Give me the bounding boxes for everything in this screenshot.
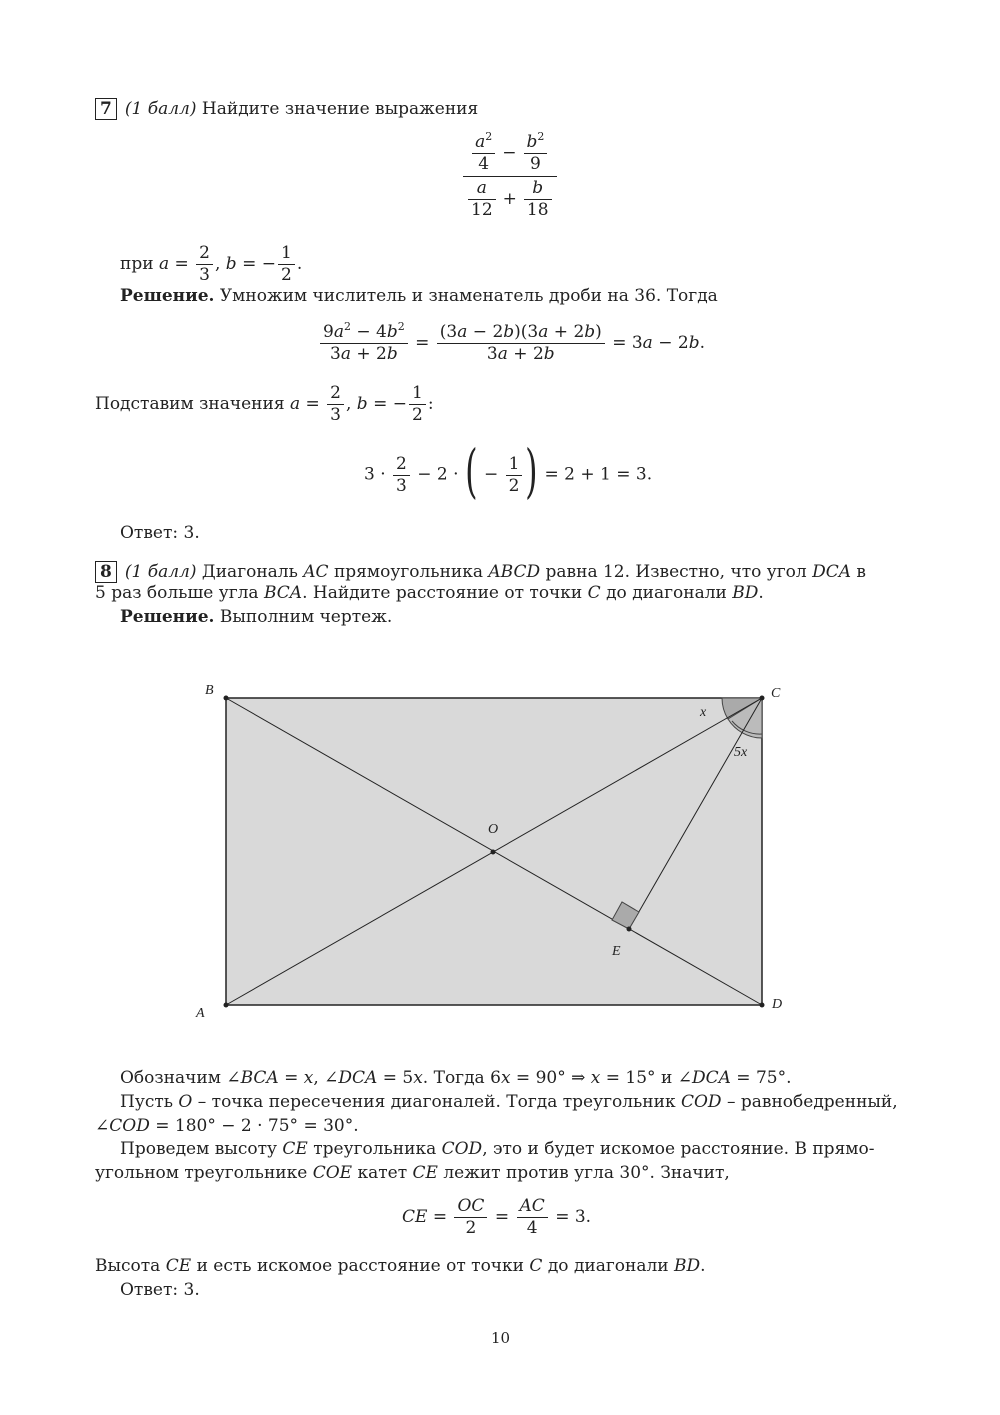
problem-number: 7 bbox=[95, 98, 117, 120]
pri-word: при bbox=[120, 254, 154, 274]
substitute-text: Подставим значения bbox=[95, 394, 285, 414]
solution-label: Решение. bbox=[120, 607, 215, 627]
label-x: x bbox=[700, 705, 707, 720]
label-e: E bbox=[612, 944, 621, 959]
expression-7: $\frac{a^2}{4}$ − $\frac{b^2}{9}$ $\frac{a}{12}$ + $\frac{b}{18}$ bbox=[463, 134, 557, 219]
label-c: C bbox=[771, 686, 781, 701]
solution-8-line-2: Пусть O – точка пересечения диагоналей. Тогда треугольник COD – равнобедренный, bbox=[120, 1092, 898, 1112]
page-number: 10 bbox=[491, 1329, 511, 1347]
label-b: B bbox=[205, 683, 214, 698]
solution-8-conclusion: Высота CE и есть искомое расстояние от точки C до диагонали BD. bbox=[95, 1256, 706, 1276]
problem-8-line-1: 8 (1 балл) Диагональ AC прямоугольника ABCD равна 12. Известно, что угол DCA в bbox=[95, 561, 866, 583]
answer-7: Ответ: 3. bbox=[120, 523, 200, 543]
label-a: A bbox=[196, 1006, 205, 1021]
problem-points: (1 балл) bbox=[124, 562, 197, 582]
equation-7-2: 3 · $\frac{2}{3}$ − 2 · ( − $\frac{1}{2}$ ) = 2 + 1 = 3. bbox=[364, 437, 653, 505]
problem-statement: Найдите значение выражения bbox=[201, 99, 479, 119]
label-o: O bbox=[488, 822, 499, 837]
solution-label: Решение. bbox=[120, 286, 215, 306]
label-d: D bbox=[772, 997, 783, 1012]
problem-7-values: при a = $\frac{2}{3}$ , b = − $\frac{1}{2}$ . bbox=[120, 243, 303, 285]
solution-8-line-5: угольном треугольнике COE катет CE лежит против угла 30°. Значит, bbox=[95, 1163, 730, 1183]
problem-8-line-2: 5 раз больше угла BCA. Найдите расстояние от точки C до диагонали BD. bbox=[95, 583, 764, 603]
answer-8: Ответ: 3. bbox=[120, 1280, 200, 1300]
solution-8-line-1: Обозначим ∠BCA = x, ∠DCA = 5x. Тогда 6x = 90° ⇒ x = 15° и ∠DCA = 75°. bbox=[120, 1068, 792, 1088]
equation-7-1: $\frac{9a^2 - 4b^2}{3a + 2b}$ = $\frac{(3a - 2b)(3a + 2b)}{3a + 2b}$ = 3a − 2b. bbox=[318, 324, 705, 363]
equation-8: CE = $\frac{OC}{2}$ = $\frac{AC}{4}$ = 3. bbox=[402, 1196, 592, 1238]
solution-text: Выполним чертеж. bbox=[219, 607, 393, 627]
label-5x: 5x bbox=[734, 745, 748, 760]
substitute-line: Подставим значения a = $\frac{2}{3}$ , b = − $\frac{1}{2}$ : bbox=[95, 383, 434, 425]
solution-text: Умножим числитель и знаменатель дроби на 36. Тогда bbox=[219, 286, 718, 306]
problem-number: 8 bbox=[95, 561, 117, 583]
problem-points: (1 балл) bbox=[124, 99, 197, 119]
solution-8-line-4: Проведем высоту CE треугольника COD, это и будет искомое расстояние. В прямо- bbox=[120, 1139, 875, 1159]
solution-8-line-3: ∠COD = 180° − 2 · 75° = 30°. bbox=[95, 1116, 359, 1136]
